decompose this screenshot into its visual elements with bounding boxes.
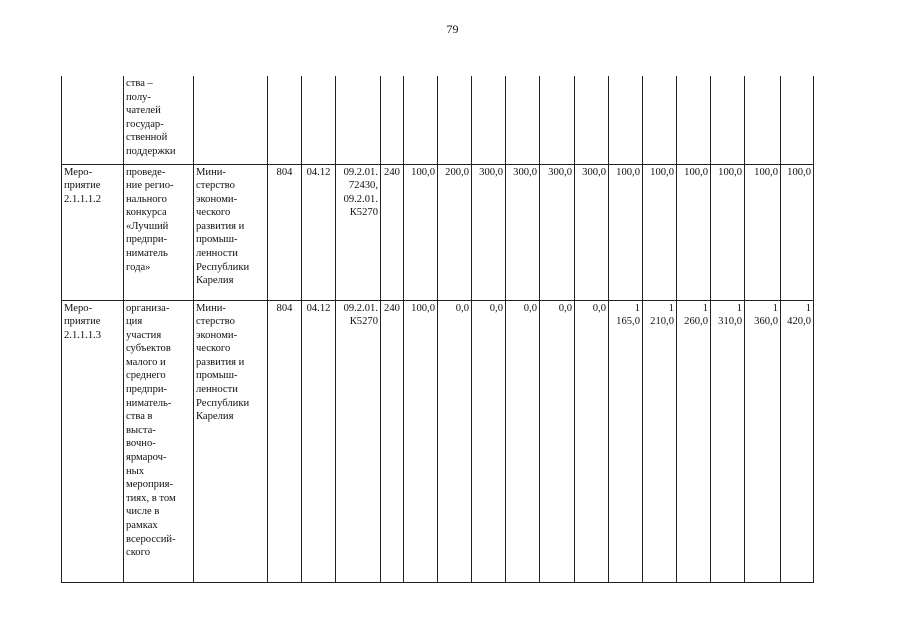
value-cell bbox=[540, 76, 575, 164]
grbs-code: 804 bbox=[268, 164, 302, 300]
measure-name: проведе- ние регио- нального конкурса «Лучший предпри- ниматель года» bbox=[124, 164, 194, 300]
value-cell: 0,0 bbox=[506, 300, 540, 582]
value-cell: 0,0 bbox=[472, 300, 506, 582]
value-cell: 100,0 bbox=[711, 164, 745, 300]
value-cell: 100,0 bbox=[781, 164, 814, 300]
measure-name: организа- ция участия субъектов малого и среднего предпри- ниматель- ства в выста- вочно- ярмароч- ных мероприя- тиях, в том числе в рамках всероссий- ского bbox=[124, 300, 194, 582]
value-cell bbox=[472, 76, 506, 164]
rzpr-code: 04.12 bbox=[302, 300, 336, 582]
value-cell bbox=[404, 76, 438, 164]
value-cell: 100,0 bbox=[677, 164, 711, 300]
value-cell: 300,0 bbox=[575, 164, 609, 300]
responsible-org: Мини- стерство экономи- ческого развития и промыш- ленности Республики Карелия bbox=[194, 300, 268, 582]
rzpr-code: 04.12 bbox=[302, 164, 336, 300]
value-cell bbox=[643, 76, 677, 164]
value-cell: 1 360,0 bbox=[745, 300, 781, 582]
value-cell: 200,0 bbox=[438, 164, 472, 300]
value-cell: 300,0 bbox=[540, 164, 575, 300]
measure-code: Меро- приятие 2.1.1.1.2 bbox=[62, 164, 124, 300]
budget-table bbox=[61, 76, 814, 583]
table-row bbox=[62, 76, 814, 164]
responsible-org bbox=[194, 76, 268, 164]
grbs-code bbox=[268, 76, 302, 164]
value-cell bbox=[575, 76, 609, 164]
measure-code bbox=[62, 76, 124, 164]
value-cell: 0,0 bbox=[575, 300, 609, 582]
table-row bbox=[62, 164, 814, 300]
value-cell: 100,0 bbox=[404, 300, 438, 582]
value-cell: 100,0 bbox=[745, 164, 781, 300]
csr-code: 09.2.01. 72430, 09.2.01. К5270 bbox=[336, 164, 381, 300]
vr-code: 240 bbox=[381, 164, 404, 300]
value-cell: 100,0 bbox=[643, 164, 677, 300]
value-cell bbox=[745, 76, 781, 164]
value-cell: 0,0 bbox=[438, 300, 472, 582]
csr-code: 09.2.01. К5270 bbox=[336, 300, 381, 582]
value-cell bbox=[781, 76, 814, 164]
value-cell: 300,0 bbox=[506, 164, 540, 300]
value-cell bbox=[711, 76, 745, 164]
value-cell: 0,0 bbox=[540, 300, 575, 582]
value-cell: 100,0 bbox=[609, 164, 643, 300]
measure-name: ства – полу- чателей государ- ственной поддержки bbox=[124, 76, 194, 164]
value-cell bbox=[609, 76, 643, 164]
value-cell: 1 310,0 bbox=[711, 300, 745, 582]
measure-code: Меро- приятие 2.1.1.1.3 bbox=[62, 300, 124, 582]
responsible-org: Мини- стерство экономи- ческого развития и промыш- ленности Республики Карелия bbox=[194, 164, 268, 300]
value-cell: 1 260,0 bbox=[677, 300, 711, 582]
value-cell: 1 210,0 bbox=[643, 300, 677, 582]
value-cell: 1 420,0 bbox=[781, 300, 814, 582]
value-cell: 1 165,0 bbox=[609, 300, 643, 582]
value-cell: 300,0 bbox=[472, 164, 506, 300]
rzpr-code bbox=[302, 76, 336, 164]
value-cell: 100,0 bbox=[404, 164, 438, 300]
vr-code: 240 bbox=[381, 300, 404, 582]
page-number: 79 bbox=[446, 22, 459, 36]
value-cell bbox=[677, 76, 711, 164]
value-cell bbox=[506, 76, 540, 164]
grbs-code: 804 bbox=[268, 300, 302, 582]
csr-code bbox=[336, 76, 381, 164]
value-cell bbox=[438, 76, 472, 164]
vr-code bbox=[381, 76, 404, 164]
table-row bbox=[62, 300, 814, 582]
